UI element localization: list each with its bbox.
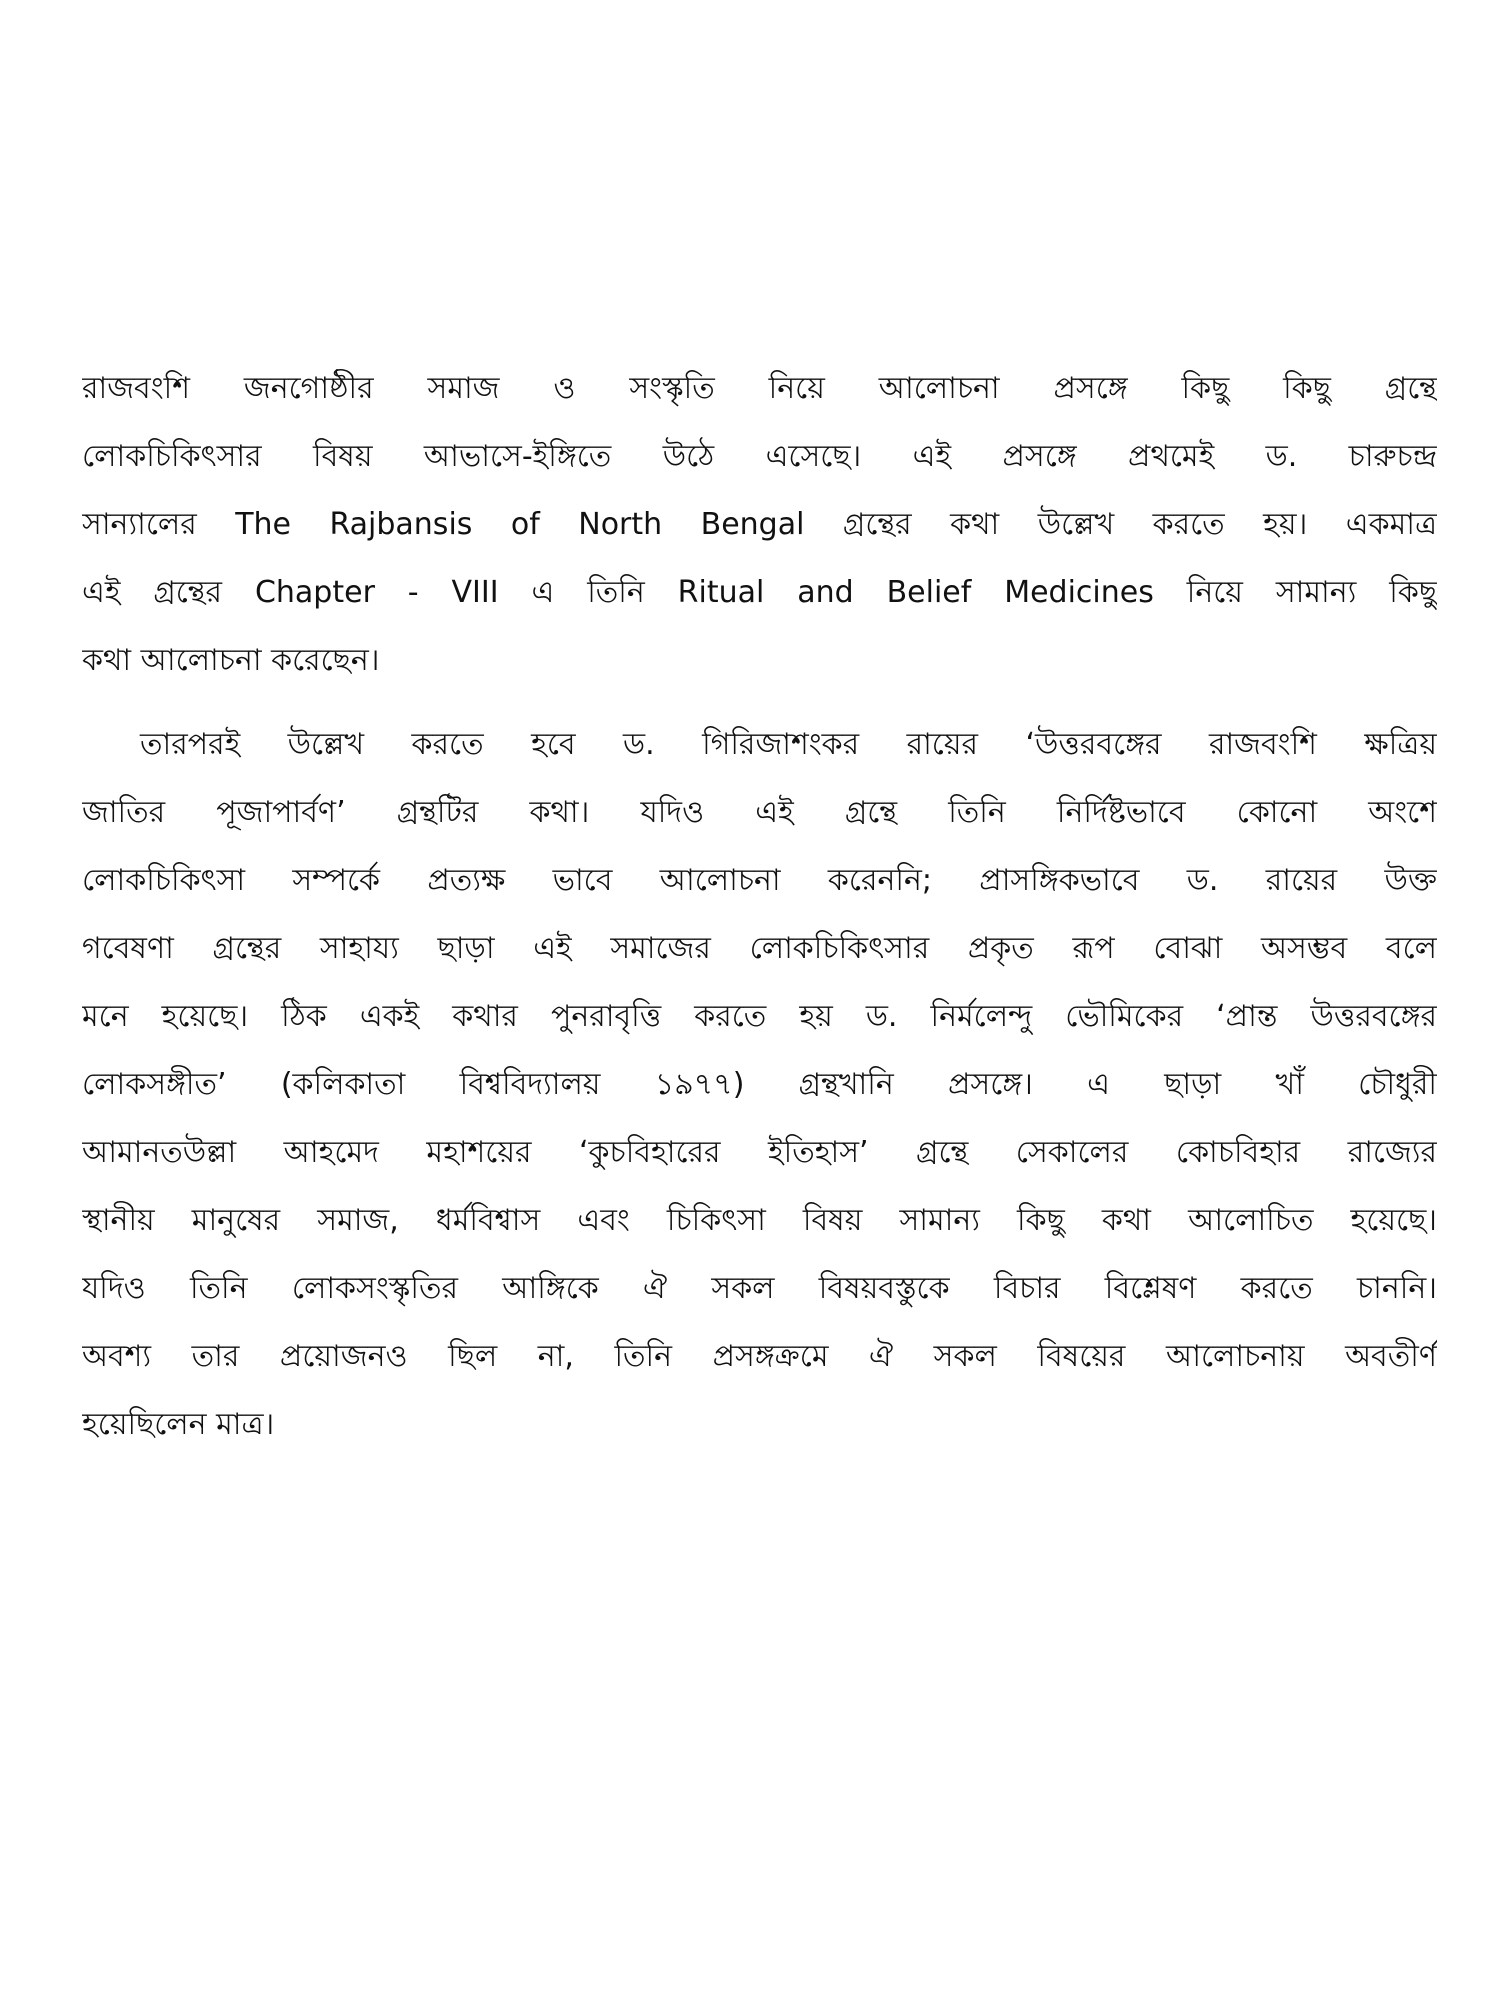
- paragraph-line: আমানতউল্লা আহমেদ মহাশয়ের ‘কুচবিহারের ইতিহাস’ গ্রন্থে সেকালের কোচবিহার রাজ্যের: [82, 1135, 1437, 1170]
- paragraph-line: লোকচিকিৎসা সম্পর্কে প্রত্যক্ষ ভাবে আলোচনা করেননি; প্রাসঙ্গিকভাবে ড. রায়ের উক্ত: [82, 863, 1437, 898]
- paragraph-line: লোকসঙ্গীত’ (কলিকাতা বিশ্ববিদ্যালয় ১৯৭৭) গ্রন্থখানি প্রসঙ্গে। এ ছাড়া খাঁ চৌধুরী: [82, 1067, 1437, 1102]
- paragraph-line: তারপরই উল্লেখ করতে হবে ড. গিরিজাশংকর রায়ের ‘উত্তরবঙ্গের রাজবংশি ক্ষত্রিয়: [140, 727, 1437, 762]
- paragraph-line: লোকচিকিৎসার বিষয় আভাসে-ইঙ্গিতে উঠে এসেছে। এই প্রসঙ্গে প্রথমেই ড. চারুচন্দ্র: [82, 439, 1437, 474]
- paragraph-line: কথা আলোচনা করেছেন।: [82, 643, 380, 678]
- paragraph-line: মনে হয়েছে। ঠিক একই কথার পুনরাবৃত্তি করতে হয় ড. নির্মলেন্দু ভৌমিকের ‘প্রান্ত উত্তরবঙ্গের: [82, 999, 1437, 1034]
- paragraph-line: রাজবংশি জনগোষ্ঠীর সমাজ ও সংস্কৃতি নিয়ে আলোচনা প্রসঙ্গে কিছু কিছু গ্রন্থে: [82, 371, 1437, 406]
- paragraph-1: [82, 355, 1437, 695]
- paragraph-line: এই গ্রন্থের Chapter - VIII এ তিনি Ritual and Belief Medicines নিয়ে সামান্য কিছু: [82, 575, 1437, 610]
- body-text: [82, 355, 1437, 1459]
- paragraph-gap: [82, 695, 1437, 711]
- paragraph-line: গবেষণা গ্রন্থের সাহায্য ছাড়া এই সমাজের লোকচিকিৎসার প্রকৃত রূপ বোঝা অসম্ভব বলে: [82, 931, 1437, 966]
- paragraph-2: [82, 711, 1437, 1459]
- paragraph-line: হয়েছিলেন মাত্র।: [82, 1407, 275, 1442]
- paragraph-line: সান্যালের The Rajbansis of North Bengal গ্রন্থের কথা উল্লেখ করতে হয়। একমাত্র: [82, 507, 1437, 542]
- paragraph-line: যদিও তিনি লোকসংস্কৃতির আঙ্গিকে ঐ সকল বিষয়বস্তুকে বিচার বিশ্লেষণ করতে চাননি।: [82, 1271, 1437, 1306]
- paragraph-line: স্থানীয় মানুষের সমাজ, ধর্মবিশ্বাস এবং চিকিৎসা বিষয় সামান্য কিছু কথা আলোচিত হয়েছে।: [82, 1203, 1437, 1238]
- paragraph-line: অবশ্য তার প্রয়োজনও ছিল না, তিনি প্রসঙ্গক্রমে ঐ সকল বিষয়ের আলোচনায় অবতীর্ণ: [82, 1339, 1437, 1374]
- paragraph-line: জাতির পূজাপার্বণ’ গ্রন্থটির কথা। যদিও এই গ্রন্থে তিনি নির্দিষ্টভাবে কোনো অংশে: [82, 795, 1437, 830]
